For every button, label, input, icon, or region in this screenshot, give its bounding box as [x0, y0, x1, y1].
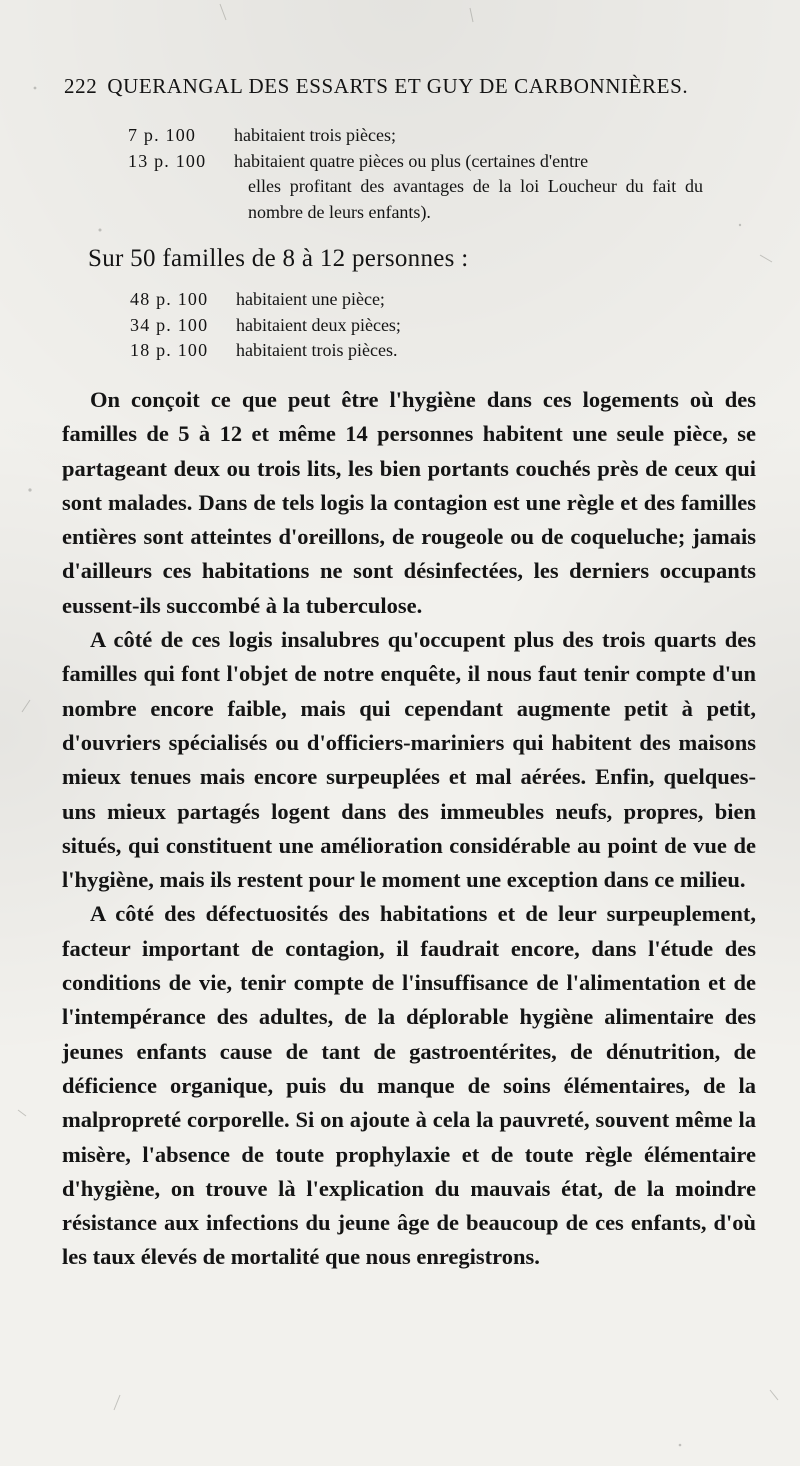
running-title: QUERANGAL DES ESSARTS ET GUY DE CARBONNIÈRES. [107, 74, 689, 98]
paragraph: On conçoit ce que peut être l'hygiène dans ces logements où des familles de 5 à 12 et même 14 personnes habitent une seule pièce, se partageant deux ou trois lits, les bien portants couchés près de ceux qui sont malades. Dans de tels logis la contagion est une règle et des familles entières sont atteintes d'oreillons, de rougeole ou de coqueluche; jamais d'ailleurs ces habitations ne sont désinfectées, les derniers occupants eussent-ils succombé à la tuberculose. [62, 387, 756, 618]
percentage-label: 34 p. 100 [130, 314, 209, 335]
paragraph: A côté de ces logis insalubres qu'occupent plus des trois quarts des familles qui font l'objet de notre enquête, il nous faut tenir compte d'un nombre encore faible, mais qui cependant augmente petit à petit, d'ouvriers spécialisés ou d'officiers-mariniers qui habitent des maisons mieux tenues mais encore surpeuplées et mal aérées. Enfin, quelques-uns mieux partagés logent dans des immeubles neufs, propres, bien situés, qui constituent une amélioration considérable au point de vue de l'hygiène, mais ils restent pour le moment une exception dans ce milieu. [62, 627, 756, 893]
list-item-text: habitaient trois pièces; [234, 125, 396, 145]
percentage-label: 13 p. 100 [128, 150, 207, 171]
list-item [130, 313, 650, 339]
list-item-text: habitaient deux pièces; [236, 314, 401, 335]
list-item-text: habitaient trois pièces. [236, 340, 398, 360]
housing-list-first [128, 123, 703, 225]
section-subheading: Sur 50 familles de 8 à 12 personnes : [88, 245, 469, 272]
list-item-text: habitaient quatre pièces ou plus (certaines d'entre [234, 150, 589, 171]
list-item-continuation: elles profitant des avantages de la loi Loucheur du fait du nombre de leurs enfants). [248, 176, 703, 222]
list-item [130, 287, 650, 313]
housing-list-second [130, 287, 650, 364]
percentage-label: 18 p. 100 [130, 340, 209, 360]
list-item [128, 123, 703, 149]
list-item-text: habitaient une pièce; [236, 289, 385, 309]
body-text [62, 383, 756, 1275]
list-item [128, 149, 703, 175]
list-item [130, 338, 650, 364]
percentage-label: 7 p. 100 [128, 125, 197, 145]
page-number: 222 [64, 74, 98, 98]
percentage-label: 48 p. 100 [130, 289, 209, 309]
paragraph: A côté des défectuosités des habitations et de leur surpeuplement, facteur important de contagion, il faudrait encore, dans l'étude des conditions de vie, tenir compte de l'insuffisance de l'alimentation et de l'intempérance des adultes, de la déplorable hygiène alimentaire des jeunes enfants cause de tant de gastroentérites, de dénutrition, de déficience organique, puis du manque de soins élémentaires, de la malpropreté corporelle. Si on ajoute à cela la pauvreté, souvent même la misère, l'absence de toute prophylaxie et de toute règle élémentaire d'hygiène, on trouve là l'explication du mauvais état, de la moindre résistance aux infections du jeune âge de beaucoup de ces enfants, d'où les taux élevés de mortalité que nous enregistrons. [62, 901, 756, 1270]
running-header [64, 74, 714, 99]
